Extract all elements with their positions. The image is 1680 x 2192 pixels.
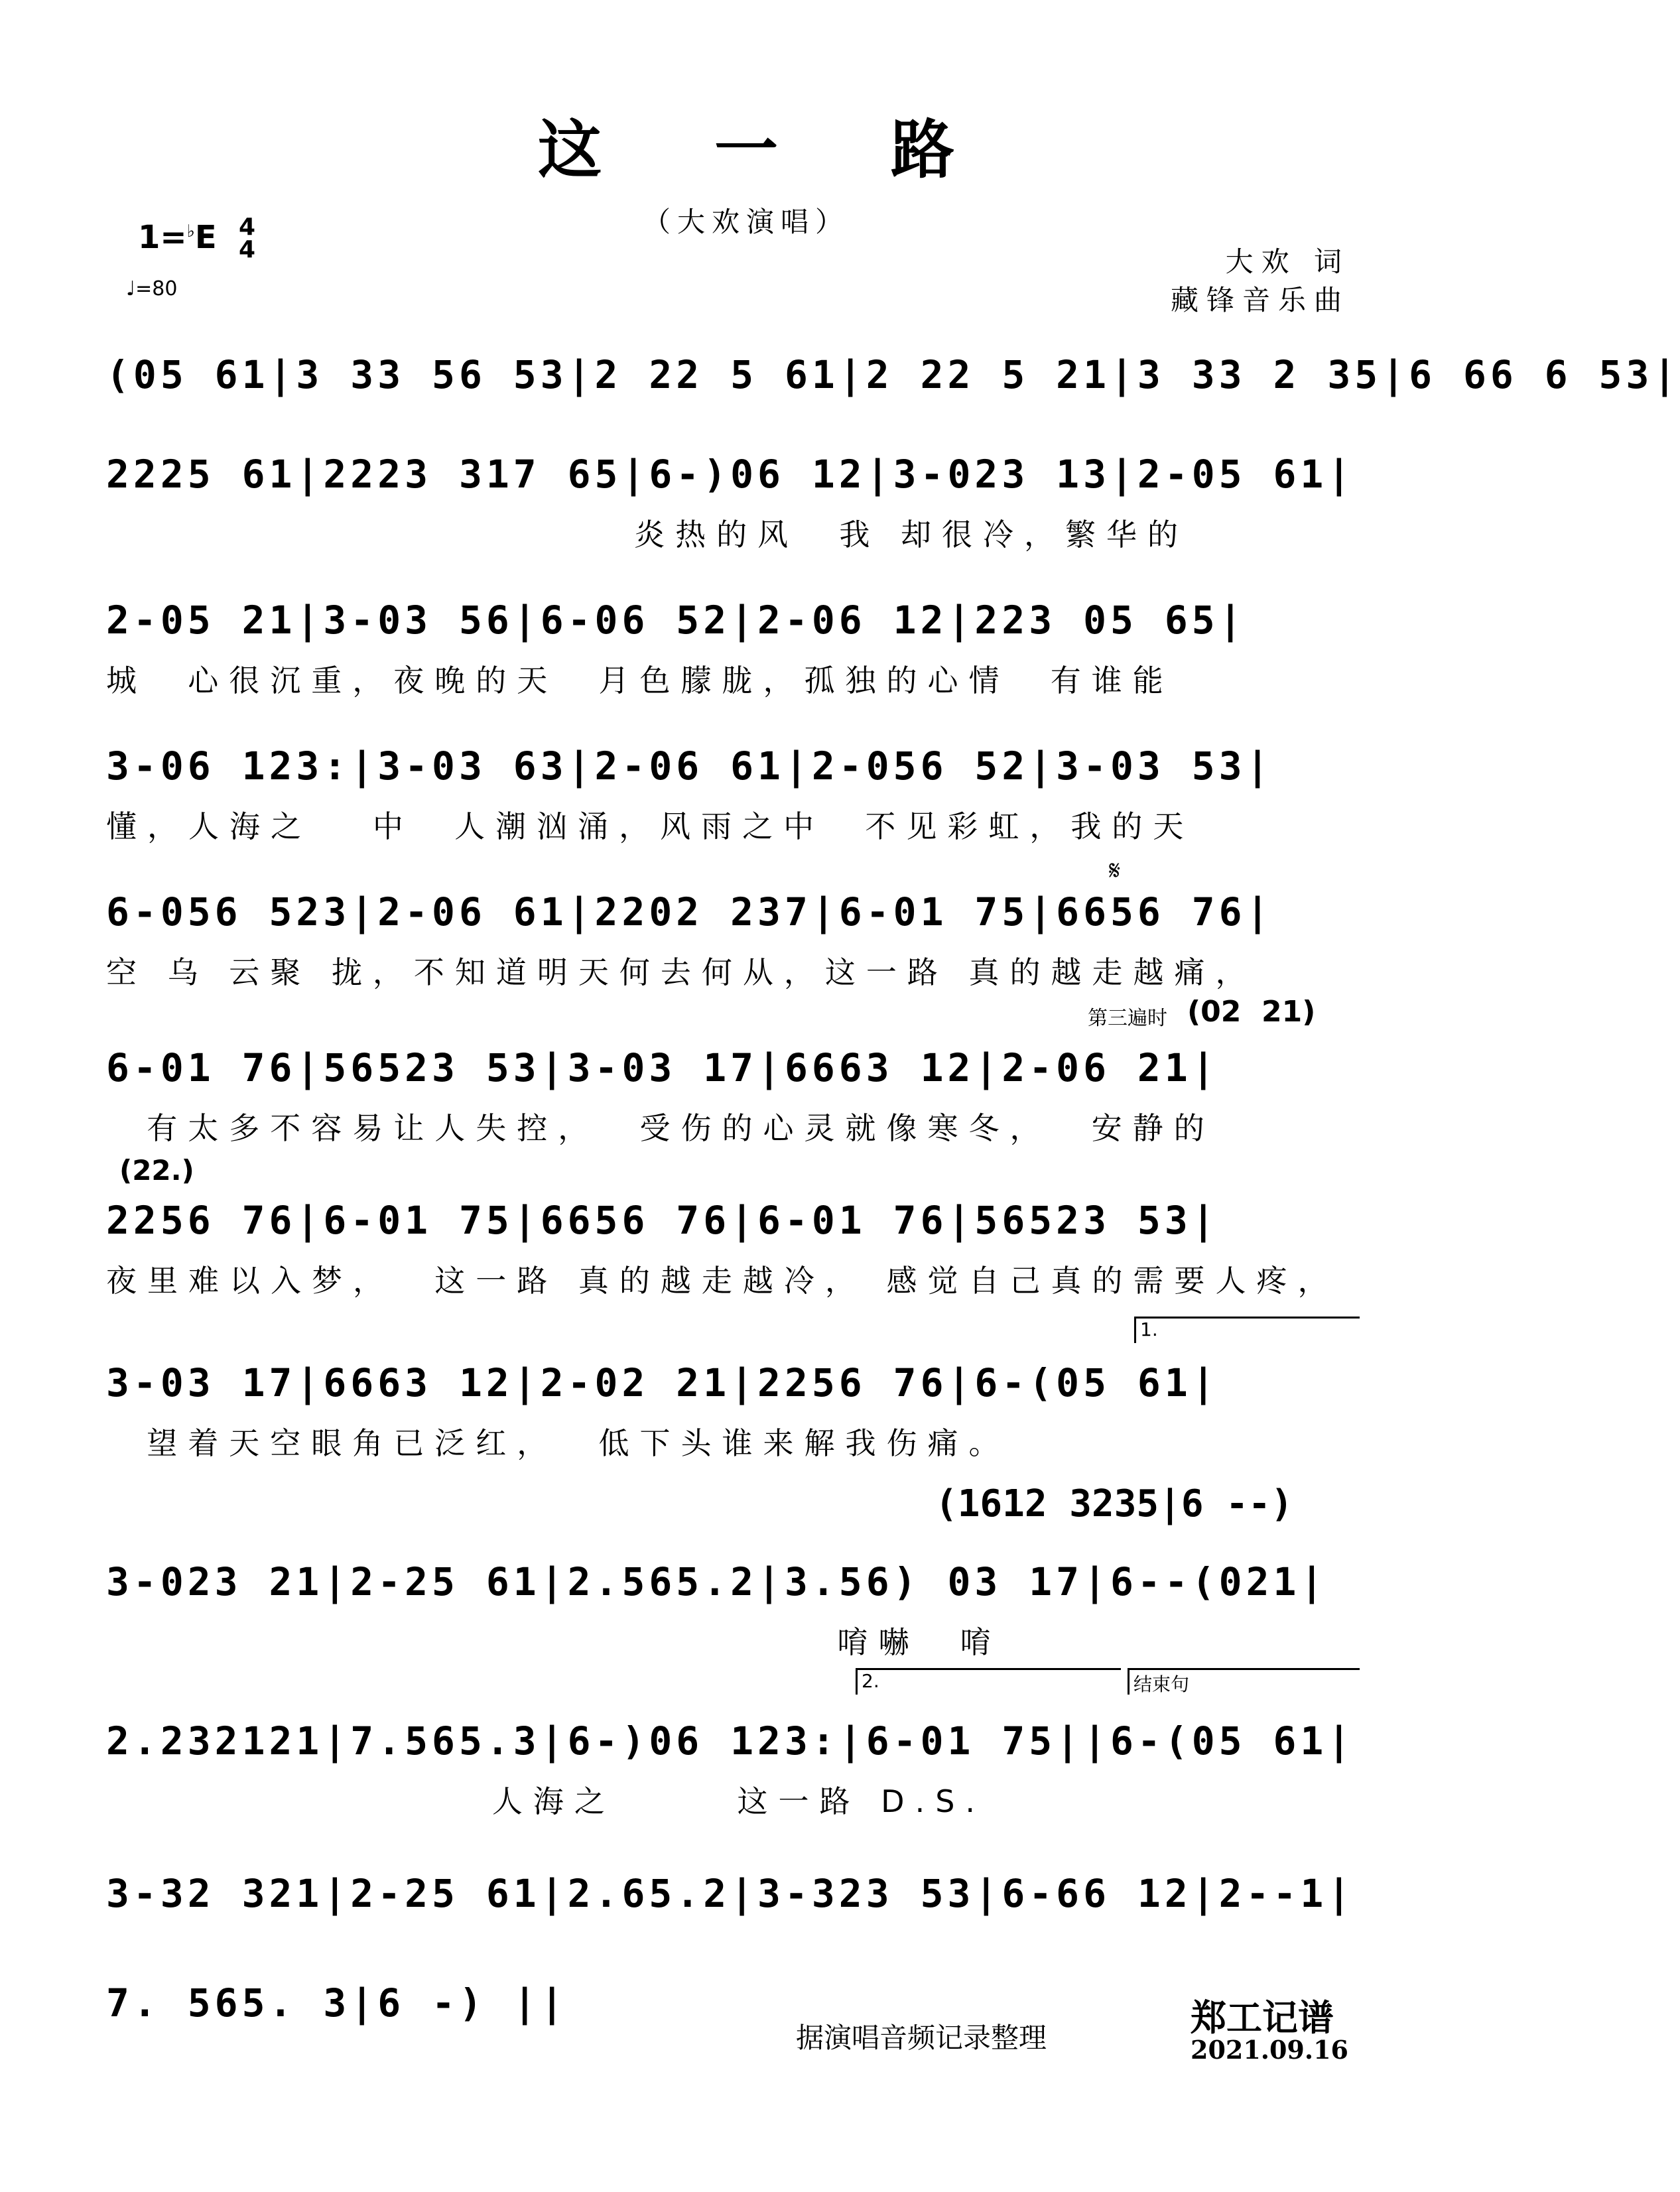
score-row-1 xyxy=(106,345,1680,405)
notation-line: 2225 61|2223 317 65|6-)06 12|3-023 13|2-05 61| xyxy=(106,452,1355,497)
lyrics-line: 唷嚇 唷 xyxy=(106,1624,1002,1660)
notation-line: (05 61|3 33 56 53|2 22 5 61|2 22 5 21|3 33 2 35|6 66 6 53| xyxy=(106,352,1680,397)
alternate-notes: (22.) xyxy=(119,1154,194,1187)
score-row-5 xyxy=(106,882,1386,942)
key-signature xyxy=(138,219,217,256)
song-title: 这一路 xyxy=(538,112,1067,187)
transcription-date: 2021.09.16 xyxy=(1191,2035,1348,2065)
lyrics-line: 懂，人海之 中 人潮汹涌，风雨之中 不见彩虹，我的天 xyxy=(106,808,1195,844)
notation-line: 3-023 21|2-25 61|2.565.2|3.56) 03 17|6--(021| xyxy=(106,1559,1328,1604)
song-subtitle: （大欢演唱） xyxy=(642,206,850,238)
notation-line: 3-03 17|6663 12|2-02 21|2256 76|6-(05 61| xyxy=(106,1360,1219,1405)
volta-2: 2. xyxy=(856,1668,1121,1695)
key-prefix: 1= xyxy=(138,219,187,256)
third-time-annotation: 第三遍时 xyxy=(1088,1007,1167,1030)
volta-1: 1. xyxy=(1134,1317,1360,1343)
lyrics-line: 有太多不容易让人失控， 受伤的心灵就像寒冬， 安静的 xyxy=(106,1110,1215,1146)
time-top: 4 xyxy=(239,214,256,241)
segno-sign: 𝄋 xyxy=(1109,856,1121,886)
score-row-4 xyxy=(106,736,1386,796)
notation-line: 7. 565. 3|6 -) || xyxy=(106,1980,568,2026)
lyrics-line: 城 心很沉重，夜晚的天 月色朦胧，孤独的心情 有谁能 xyxy=(106,663,1174,698)
interlude-notes: (1612 3235|6 --) xyxy=(935,1482,1293,1525)
source-note: 据演唱音频记录整理 xyxy=(796,2022,1047,2054)
score-row-6 xyxy=(106,1038,1386,1098)
notation-line: 6-01 76|56523 53|3-03 17|6663 12|2-06 21| xyxy=(106,1045,1219,1090)
notation-line: 3-06 123:|3-03 63|2-06 61|2-056 52|3-03 53| xyxy=(106,743,1273,789)
notation-line: 6-056 523|2-06 61|2202 237|6-01 75|6656 76| xyxy=(106,889,1273,935)
composer-credit: 藏锋音乐曲 xyxy=(1170,284,1350,316)
lyrics-line: 炎热的风 我 却很冷，繁华的 xyxy=(106,517,1189,552)
notation-line: 2-05 21|3-03 56|6-06 52|2-06 12|223 05 65| xyxy=(106,598,1246,643)
time-signature xyxy=(239,216,255,261)
notation-line: 2.232121|7.565.3|6-)06 123:|6-01 75||6-(05 61| xyxy=(106,1718,1355,1764)
score-row-9 xyxy=(106,1552,1386,1612)
score-row-3 xyxy=(106,590,1386,650)
flat-sign: ♭ xyxy=(186,222,195,241)
ending-volta: 结束句 xyxy=(1128,1668,1360,1695)
lyrics-line: 夜里难以入梦， 这一路 真的越走越冷， 感觉自己真的需要人疼， xyxy=(106,1263,1339,1299)
lyricist-credit: 大欢 词 xyxy=(1225,245,1350,278)
transcriber-brand: 郑工记谱 xyxy=(1191,1996,1334,2039)
score-row-10 xyxy=(106,1711,1386,1771)
score-row-7 xyxy=(106,1191,1386,1250)
score-row-11 xyxy=(106,1864,1386,1923)
lyrics-line: 空 乌 云聚 拢，不知道明天何去何从，这一路 真的越走越痛， xyxy=(106,954,1257,990)
lyrics-line: 人海之 这一路 D.S. xyxy=(106,1783,986,1819)
lyrics-line: 望着天空眼角已泛红， 低下头谁来解我伤痛。 xyxy=(106,1425,1010,1461)
key-note: E xyxy=(194,219,217,256)
score-row-2 xyxy=(106,444,1386,504)
third-time-notes: (02 21) xyxy=(1187,995,1316,1029)
tempo-mark: ♩=80 xyxy=(126,277,178,300)
score-row-8 xyxy=(106,1353,1386,1413)
time-bottom: 4 xyxy=(239,236,256,263)
notation-line: 2256 76|6-01 75|6656 76|6-01 76|56523 53| xyxy=(106,1198,1219,1243)
notation-line: 3-32 321|2-25 61|2.65.2|3-323 53|6-66 12|2--1| xyxy=(106,1871,1355,1916)
